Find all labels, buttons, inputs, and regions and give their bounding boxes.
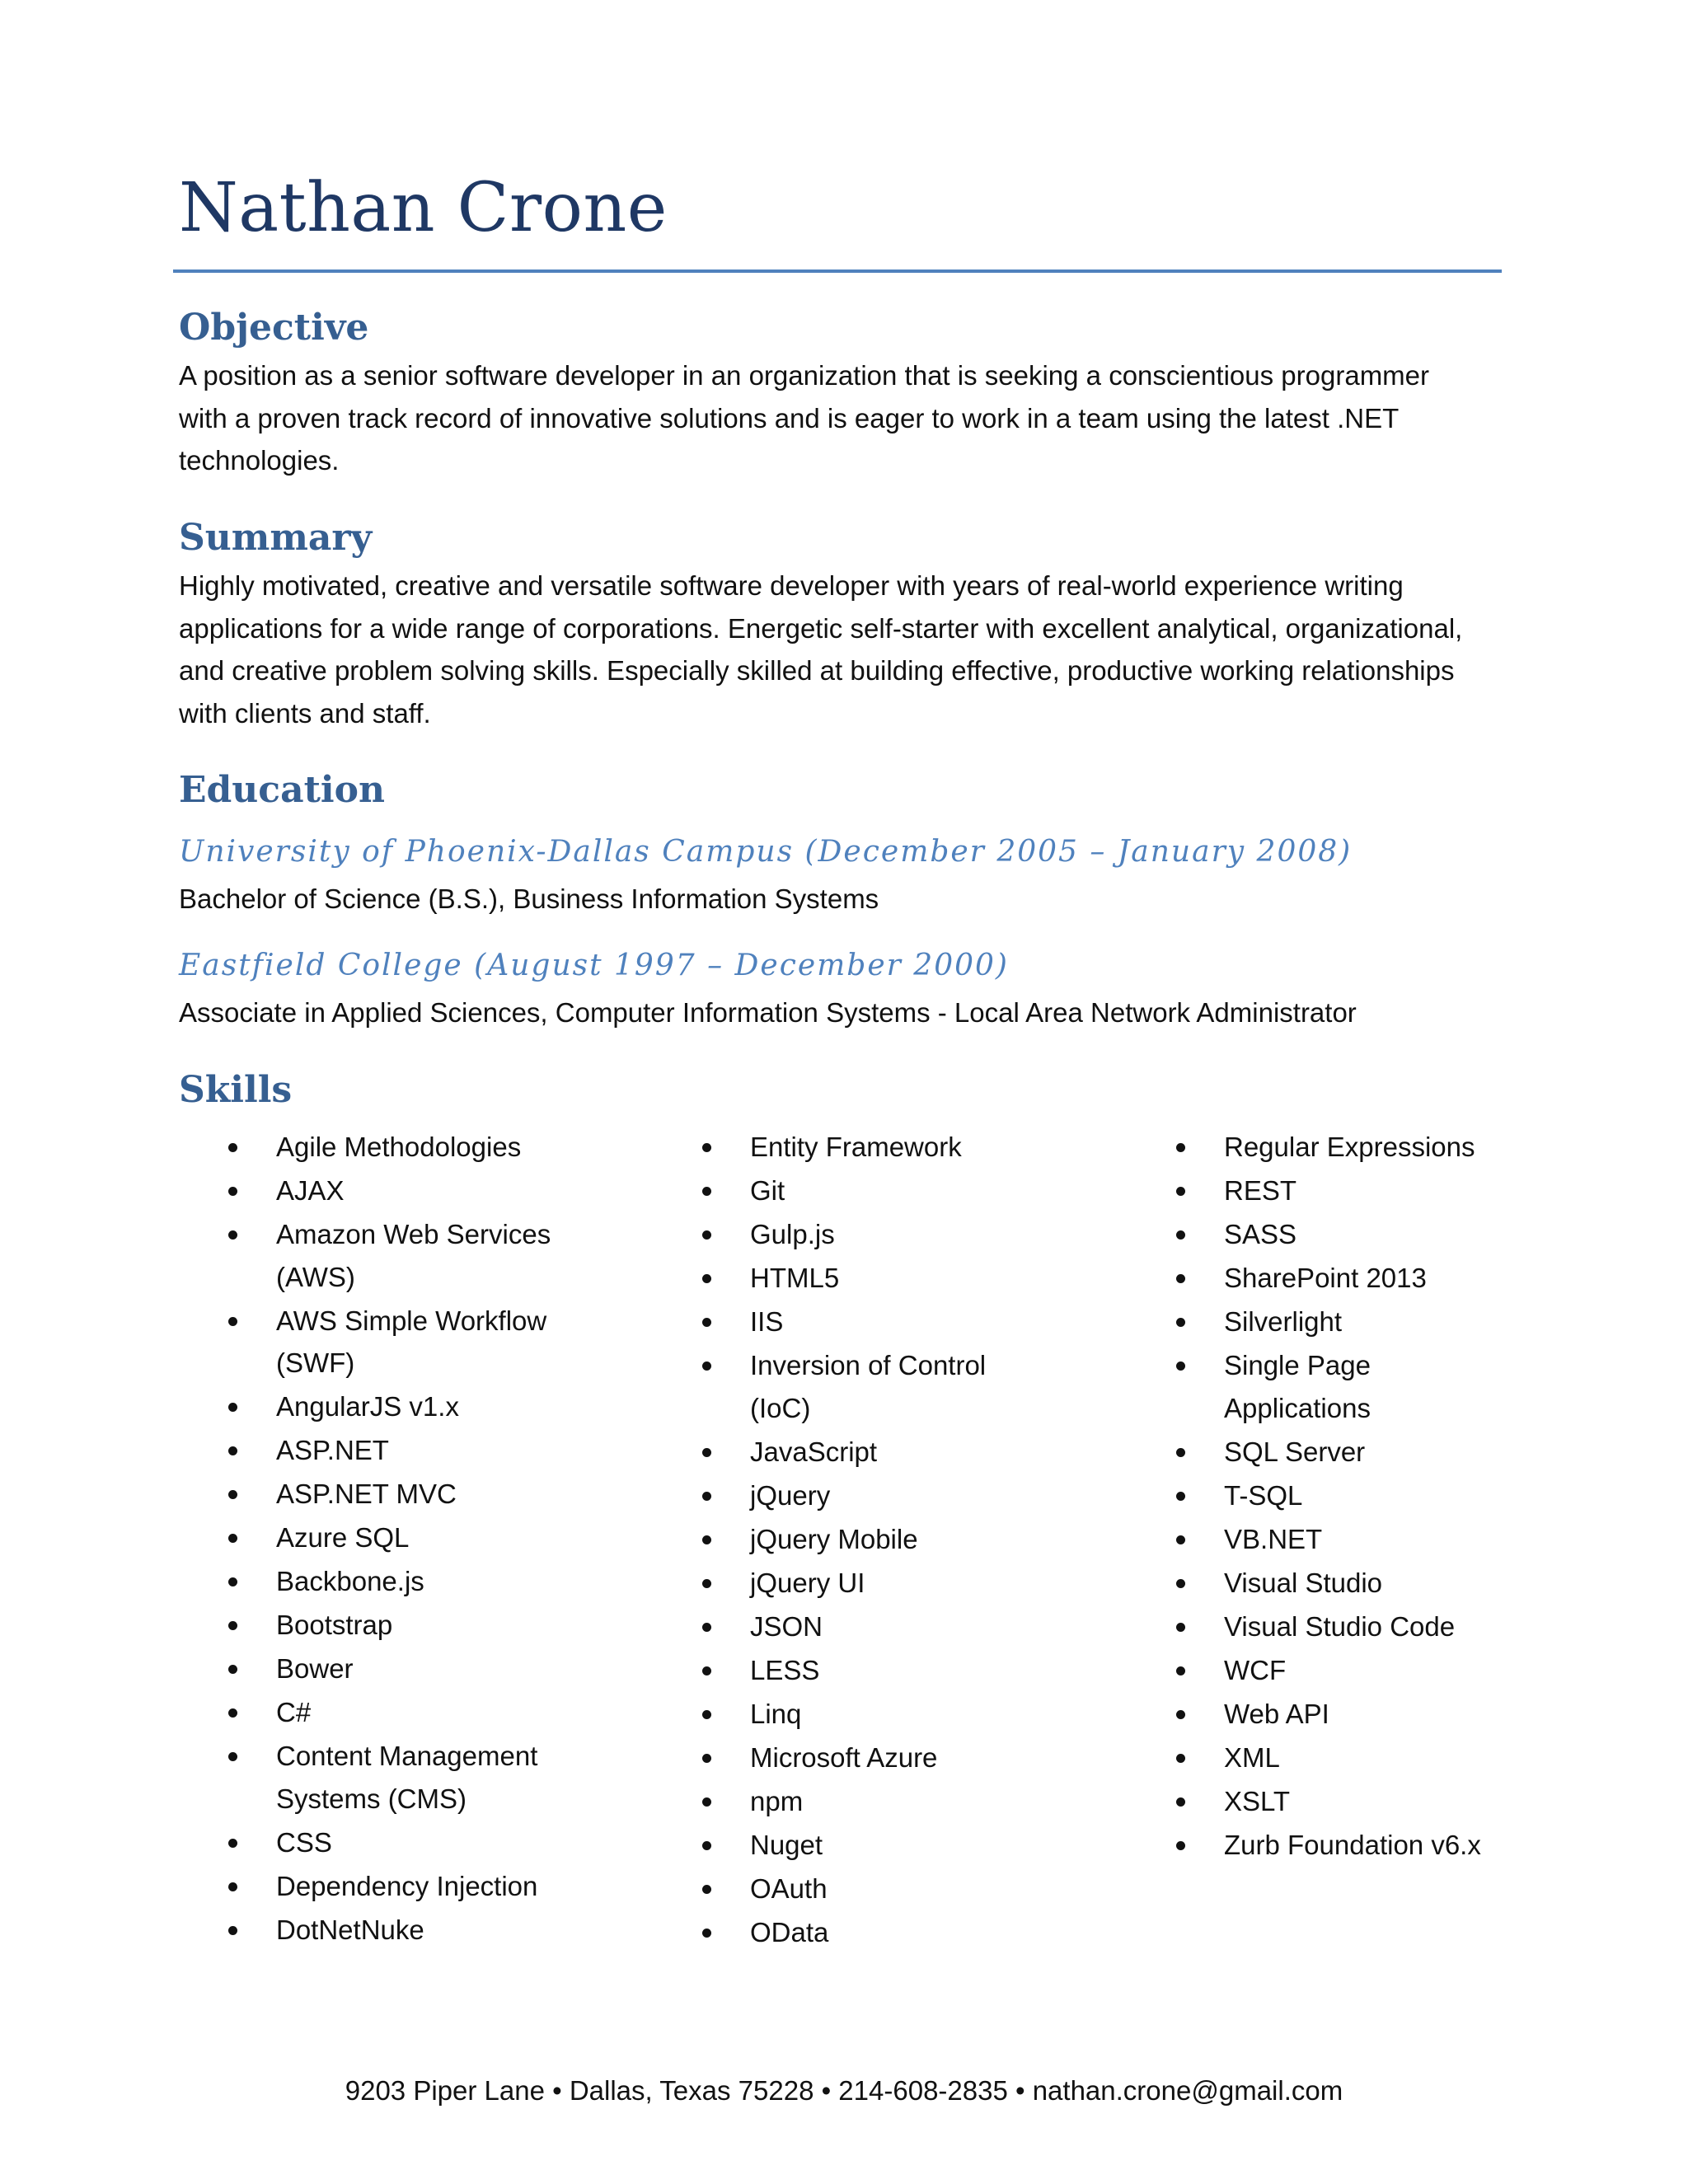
skill-item: LESS: [701, 1649, 1129, 1692]
objective-line: technologies.: [179, 445, 340, 476]
skill-item: JavaScript: [701, 1431, 1129, 1474]
resume-page: [176, 0, 1511, 2184]
skill-item: Web API: [1175, 1693, 1603, 1736]
objective-heading: Objective: [179, 307, 369, 349]
summary-heading: Summary: [179, 517, 373, 559]
skill-item: VB.NET: [1175, 1518, 1603, 1561]
skill-item: Visual Studio Code: [1175, 1605, 1603, 1648]
skill-item: CSS: [227, 1821, 655, 1864]
skill-item: Single Page Applications: [1175, 1344, 1603, 1429]
skill-item: Linq: [701, 1693, 1129, 1736]
education-school: University of Phoenix-Dallas Campus (December 2005 – January 2008): [179, 835, 1353, 869]
skill-item: AJAX: [227, 1169, 655, 1212]
skill-item: JSON: [701, 1605, 1129, 1648]
education-degree: Bachelor of Science (B.S.), Business Information Systems: [179, 883, 879, 914]
skill-item: Regular Expressions: [1175, 1126, 1603, 1169]
skill-item: npm: [701, 1780, 1129, 1823]
skill-item: XSLT: [1175, 1780, 1603, 1823]
skill-item: ASP.NET: [227, 1429, 655, 1472]
summary-line: Highly motivated, creative and versatile software developer with years of real-world experience writing: [179, 570, 1404, 601]
education-heading: Education: [179, 769, 385, 811]
objective-line: A position as a senior software developer in an organization that is seeking a conscientious programmer: [179, 360, 1430, 391]
skills-heading: Skills: [179, 1069, 293, 1111]
objective-text: [179, 354, 1522, 482]
skill-item: WCF: [1175, 1649, 1603, 1692]
summary-text: [179, 565, 1522, 734]
skill-item: Azure SQL: [227, 1516, 655, 1559]
skill-item: C#: [227, 1691, 655, 1734]
skill-item: DotNetNuke: [227, 1909, 655, 1952]
skill-item: Zurb Foundation v6.x: [1175, 1824, 1603, 1867]
education-degree: Associate in Applied Sciences, Computer Information Systems - Local Area Network Administrator: [179, 997, 1357, 1028]
skill-item: Content Management Systems (CMS): [227, 1735, 655, 1820]
skill-item: Microsoft Azure: [701, 1736, 1129, 1779]
skill-item: AWS Simple Workflow (SWF): [227, 1300, 655, 1385]
skill-item: Agile Methodologies: [227, 1126, 655, 1169]
summary-line: with clients and staff.: [179, 697, 431, 729]
skill-item: IIS: [701, 1301, 1129, 1343]
skills-column-2: [701, 1126, 1129, 1955]
skill-item: Git: [701, 1169, 1129, 1212]
skills-column-3: [1175, 1126, 1603, 1868]
skill-item: jQuery Mobile: [701, 1518, 1129, 1561]
skill-item: AngularJS v1.x: [227, 1385, 655, 1428]
skill-item: Inversion of Control (IoC): [701, 1344, 1129, 1429]
skill-item: SQL Server: [1175, 1431, 1603, 1474]
skill-item: Nuget: [701, 1824, 1129, 1867]
skills-column-1: [227, 1126, 655, 1952]
skill-item: OAuth: [701, 1868, 1129, 1910]
education-school: Eastfield College (August 1997 – December 2000): [179, 949, 1009, 982]
skill-item: SASS: [1175, 1213, 1603, 1256]
summary-line: applications for a wide range of corporations. Energetic self-starter with excellent analytical, organizational,: [179, 612, 1463, 644]
skill-item: HTML5: [701, 1257, 1129, 1300]
skill-item: XML: [1175, 1736, 1603, 1779]
skill-item: Dependency Injection: [227, 1865, 655, 1908]
summary-line: and creative problem solving skills. Especially skilled at building effective, productive working relationships: [179, 655, 1455, 686]
skill-item: SharePoint 2013: [1175, 1257, 1603, 1300]
skill-item: OData: [701, 1911, 1129, 1954]
skill-item: T-SQL: [1175, 1474, 1603, 1517]
skill-item: Bower: [227, 1647, 655, 1690]
header-rule: [173, 269, 1502, 273]
skill-item: Silverlight: [1175, 1301, 1603, 1343]
skill-item: Gulp.js: [701, 1213, 1129, 1256]
objective-line: with a proven track record of innovative solutions and is eager to work in a team using the latest .NET: [179, 402, 1400, 434]
skill-item: Amazon Web Services (AWS): [227, 1213, 655, 1298]
contact-footer: 9203 Piper Lane • Dallas, Texas 75228 • 214-608-2835 • nathan.crone@gmail.com: [345, 2075, 1343, 2106]
skill-item: ASP.NET MVC: [227, 1473, 655, 1516]
skill-item: Bootstrap: [227, 1604, 655, 1647]
skill-item: Visual Studio: [1175, 1562, 1603, 1605]
skill-item: Backbone.js: [227, 1560, 655, 1603]
skill-item: REST: [1175, 1169, 1603, 1212]
resume-name: Nathan Crone: [179, 169, 668, 247]
skill-item: jQuery UI: [701, 1562, 1129, 1605]
skill-item: Entity Framework: [701, 1126, 1129, 1169]
skill-item: jQuery: [701, 1474, 1129, 1517]
